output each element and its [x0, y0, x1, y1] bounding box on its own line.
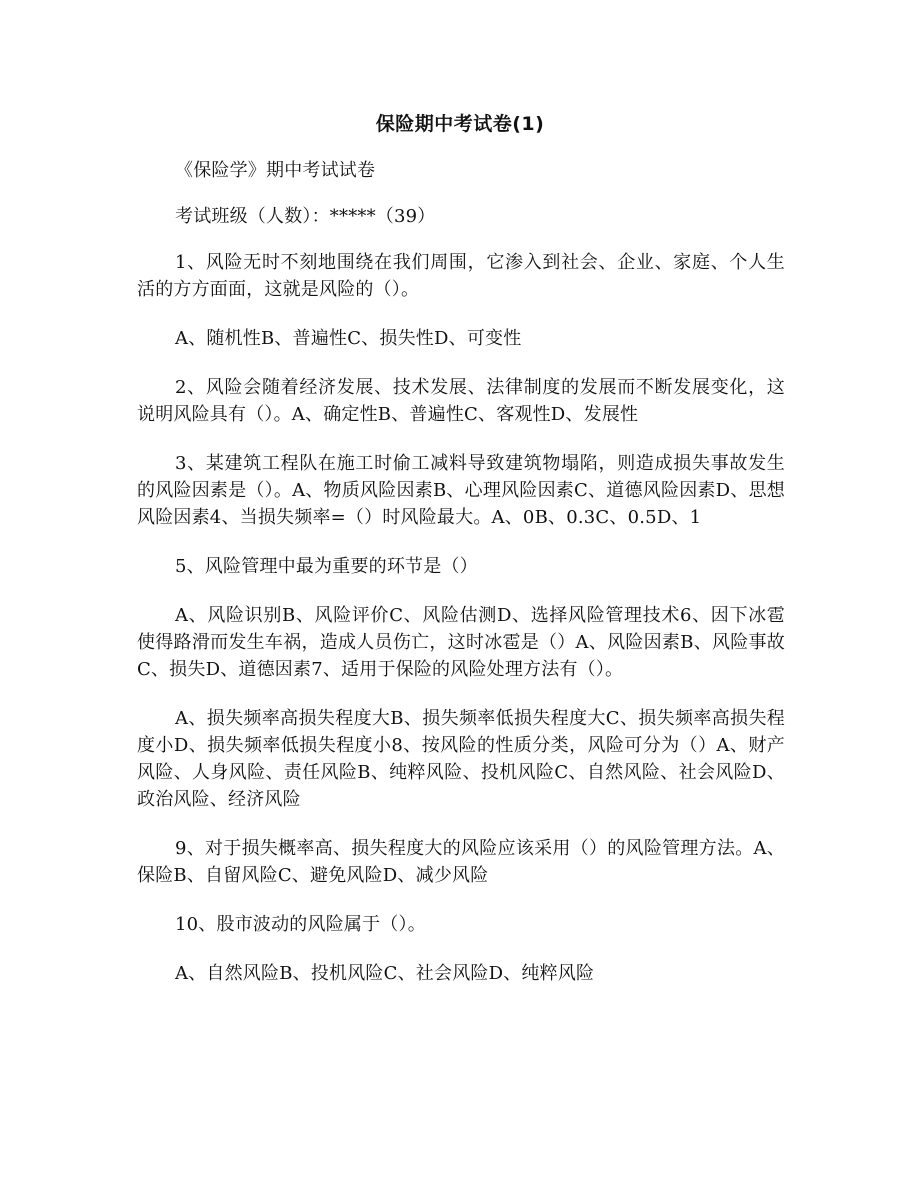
question-paragraph: 10、股市波动的风险属于（）。	[175, 914, 426, 935]
answer-options: A、自然风险B、投机风险C、社会风险D、纯粹风险	[175, 963, 595, 984]
question-paragraph: 9、对于损失概率高、损失程度大的风险应该采用（）的风险管理方法。A、保险B、自留风险C、避免风险D、减少风险	[137, 838, 785, 886]
answer-options: A、损失频率高损失程度大B、损失频率低损失程度大C、损失频率高损失程度小D、损失频率低损失程度小8、按风险的性质分类，风险可分为（）A、财产风险、人身风险、责任风险B、纯粹风险、投机风险C、自然风险、社会风险D、政治风险、经济风险	[137, 708, 785, 810]
exam-class-info: 考试班级（人数）：*****（39）	[175, 206, 436, 227]
document-title: 保险期中考试卷(1)	[375, 113, 545, 135]
question-paragraph: 5、风险管理中最为重要的环节是（）	[175, 556, 478, 577]
answer-options: A、随机性B、普遍性C、损失性D、可变性	[175, 328, 522, 349]
answer-options: A、风险识别B、风险评价C、风险估测D、选择风险管理技术6、因下冰雹使得路滑而发生车祸，造成人员伤亡，这时冰雹是（）A、风险因素B、风险事故C、损失D、道德因素7、适用于保险的风险处理方法有（）。	[137, 605, 785, 680]
exam-subtitle: 《保险学》期中考试试卷	[175, 160, 376, 181]
document-body	[137, 157, 785, 1009]
question-paragraph: 2、风险会随着经济发展、技术发展、法律制度的发展而不断发展变化，这说明风险具有（）。A、确定性B、普遍性C、客观性D、发展性	[137, 377, 785, 425]
question-paragraph: 3、某建筑工程队在施工时偷工减料导致建筑物塌陷，则造成损失事故发生的风险因素是（）。A、物质风险因素B、心理风险因素C、道德风险因素D、思想风险因素4、当损失频率=（）时风险最大。A、0B、0.3C、0.5D、1	[137, 453, 785, 528]
question-paragraph: 1、风险无时不刻地围绕在我们周围，它渗入到社会、企业、家庭、个人生活的方方面面，这就是风险的（）。	[137, 252, 785, 300]
